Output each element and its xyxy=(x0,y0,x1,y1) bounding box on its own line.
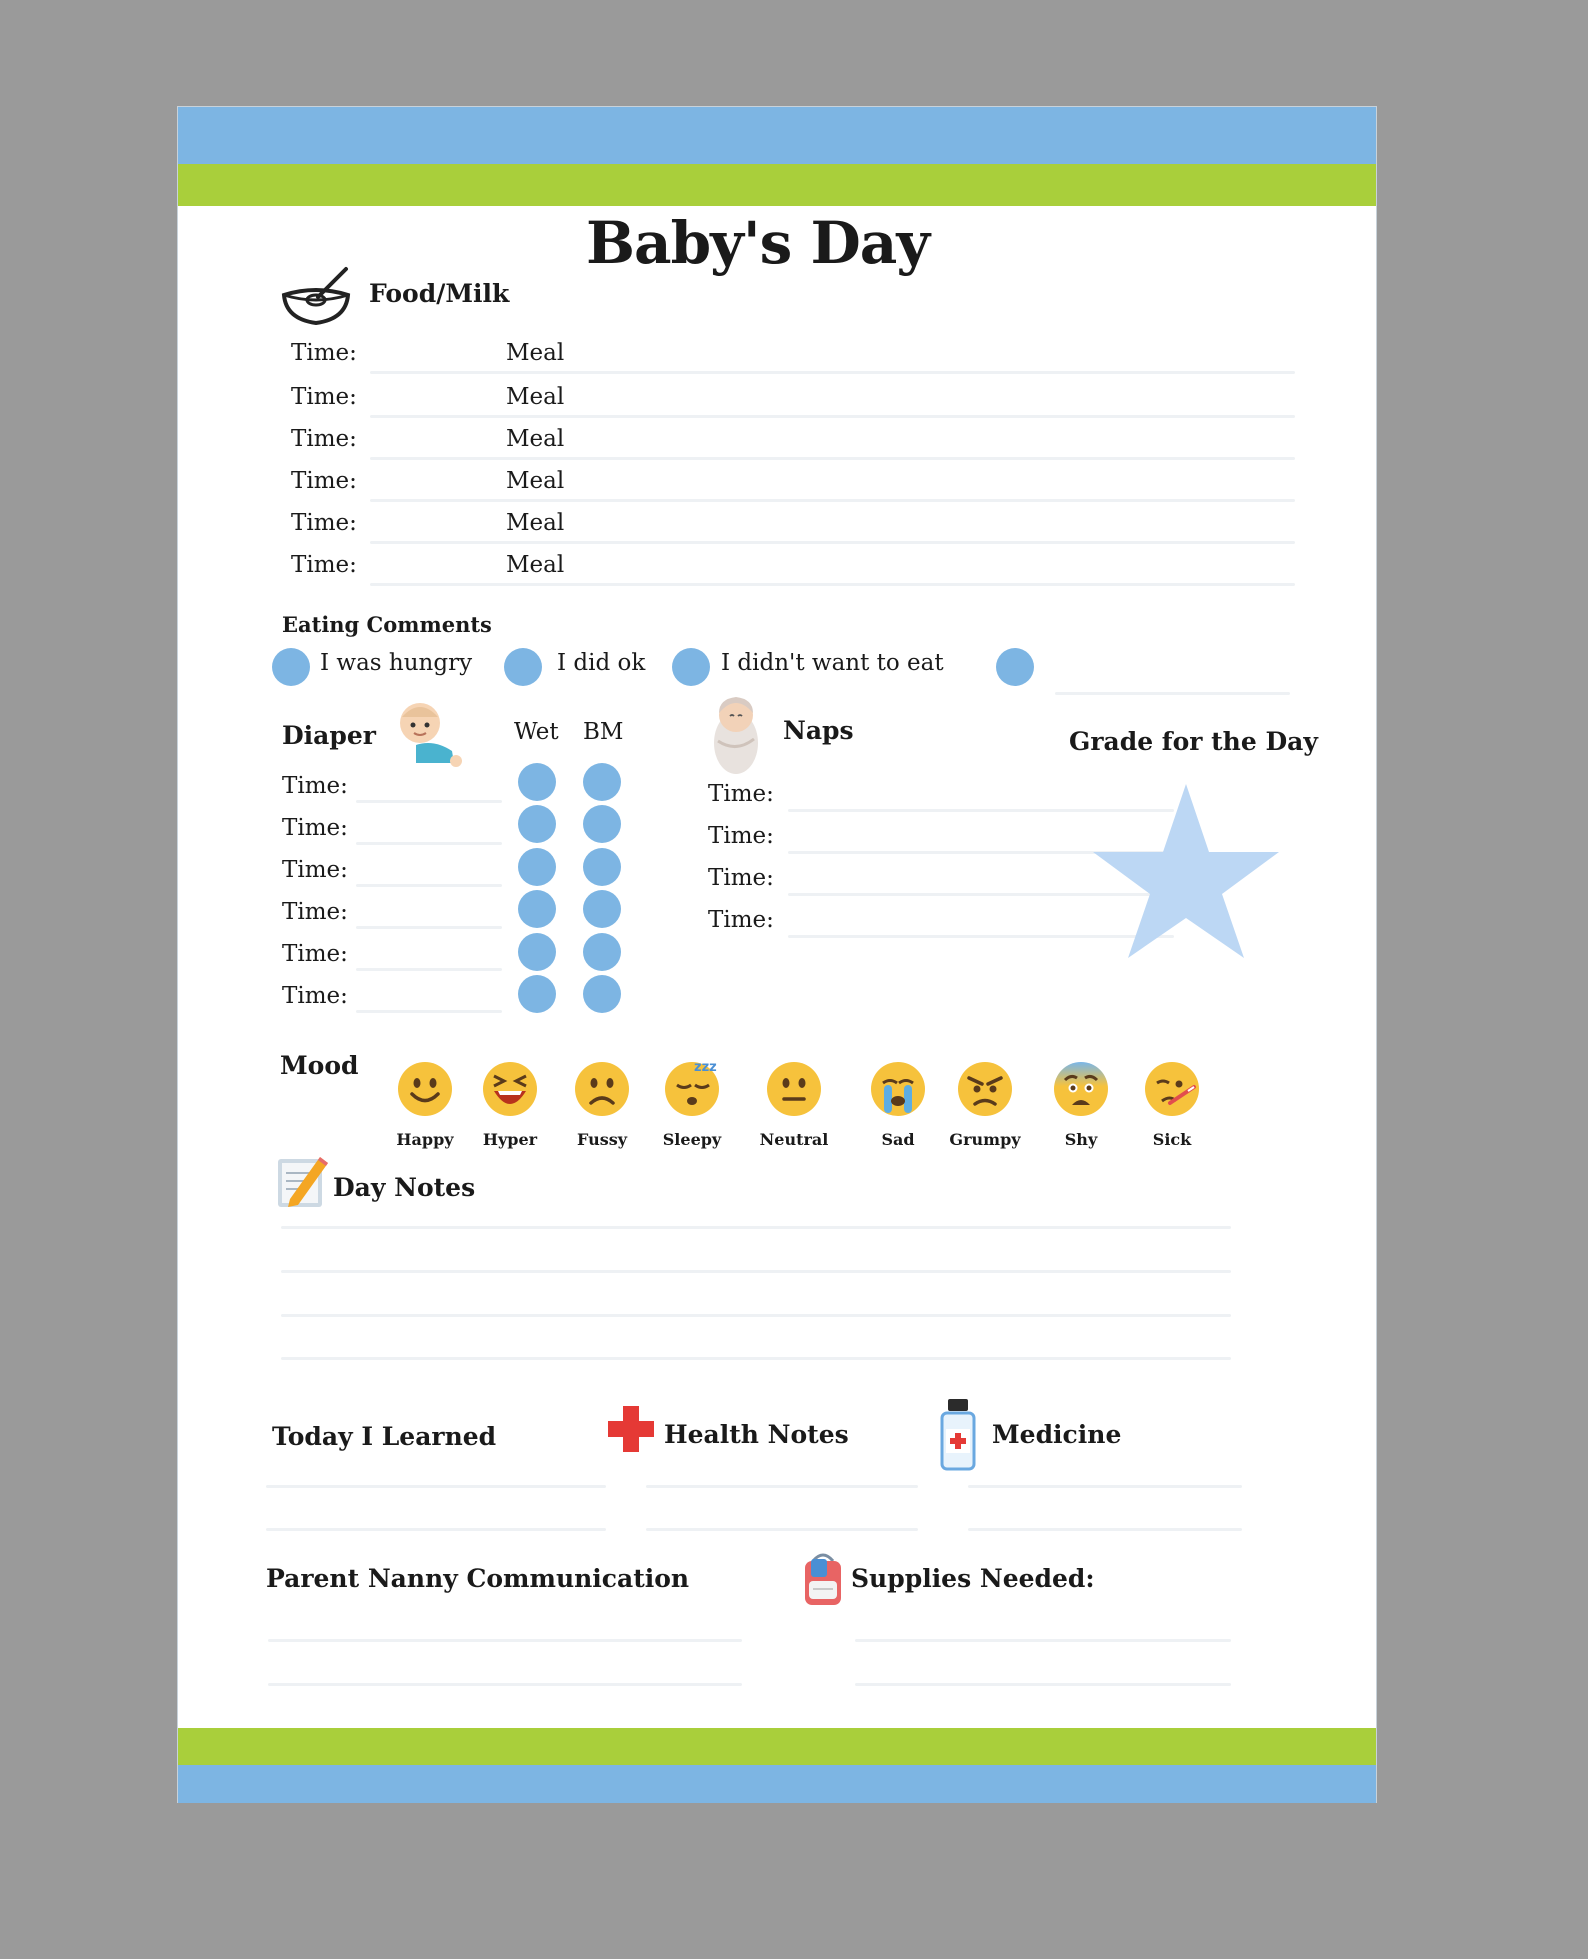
food-milk-heading: Food/Milk xyxy=(369,279,510,308)
shy-face-icon[interactable] xyxy=(1053,1061,1109,1117)
diaper-time-label: Time: xyxy=(282,815,348,841)
diaper-bag-icon xyxy=(801,1551,845,1607)
food-time-label: Time: xyxy=(291,426,357,452)
food-time-label: Time: xyxy=(291,384,357,410)
diaper-write-line[interactable] xyxy=(356,842,502,845)
bm-checkbox[interactable] xyxy=(583,848,621,886)
wet-checkbox[interactable] xyxy=(518,975,556,1013)
day-notes-heading: Day Notes xyxy=(333,1173,476,1202)
parent-nanny-heading: Parent Nanny Communication xyxy=(266,1564,690,1593)
parent-nanny-line[interactable] xyxy=(268,1683,742,1686)
food-write-line[interactable] xyxy=(370,583,1295,586)
baby-crawling-icon xyxy=(394,699,464,769)
diaper-write-line[interactable] xyxy=(356,800,502,803)
diaper-heading: Diaper xyxy=(282,721,376,750)
bm-checkbox[interactable] xyxy=(583,890,621,928)
mood-label-neutral: Neutral xyxy=(759,1130,829,1149)
eating-option-didnt-eat-checkbox[interactable] xyxy=(672,648,710,686)
today-learned-heading: Today I Learned xyxy=(272,1422,497,1451)
eating-option-ok-checkbox[interactable] xyxy=(504,648,542,686)
eating-other-write-line[interactable] xyxy=(1055,692,1290,695)
bottom-green-band xyxy=(178,1728,1376,1765)
food-write-line[interactable] xyxy=(370,457,1295,460)
medicine-line[interactable] xyxy=(968,1485,1242,1488)
sick-face-icon[interactable] xyxy=(1144,1061,1200,1117)
mood-label-grumpy: Grumpy xyxy=(949,1130,1021,1149)
parent-nanny-line[interactable] xyxy=(268,1639,742,1642)
mood-label-sick: Sick xyxy=(1152,1130,1192,1149)
wet-checkbox[interactable] xyxy=(518,763,556,801)
fussy-face-icon[interactable] xyxy=(574,1061,630,1117)
diaper-write-line[interactable] xyxy=(356,926,502,929)
food-meal-label: Meal xyxy=(506,552,565,578)
grumpy-face-icon[interactable] xyxy=(957,1061,1013,1117)
health-notes-heading: Health Notes xyxy=(664,1420,849,1449)
food-time-label: Time: xyxy=(291,340,357,366)
food-write-line[interactable] xyxy=(370,371,1295,374)
wet-checkbox[interactable] xyxy=(518,933,556,971)
nap-time-label: Time: xyxy=(708,907,774,933)
bm-checkbox[interactable] xyxy=(583,933,621,971)
eating-comments-heading: Eating Comments xyxy=(282,612,492,637)
food-meal-label: Meal xyxy=(506,384,565,410)
wet-column-header: Wet xyxy=(514,719,559,745)
mood-label-fussy: Fussy xyxy=(576,1130,628,1149)
health-notes-line[interactable] xyxy=(646,1485,918,1488)
food-write-line[interactable] xyxy=(370,499,1295,502)
top-green-band xyxy=(178,164,1376,206)
sad-face-icon[interactable] xyxy=(870,1061,926,1117)
wet-checkbox[interactable] xyxy=(518,805,556,843)
mood-heading: Mood xyxy=(280,1051,359,1080)
food-write-line[interactable] xyxy=(370,415,1295,418)
eating-option-other-checkbox[interactable] xyxy=(996,648,1034,686)
eating-option-label: I didn't want to eat xyxy=(721,650,944,676)
bm-checkbox[interactable] xyxy=(583,763,621,801)
day-notes-line[interactable] xyxy=(281,1314,1231,1317)
supplies-line[interactable] xyxy=(855,1683,1231,1686)
diaper-write-line[interactable] xyxy=(356,1010,502,1013)
bm-column-header: BM xyxy=(583,719,624,745)
mood-label-sad: Sad xyxy=(881,1130,915,1149)
diaper-time-label: Time: xyxy=(282,941,348,967)
today-learned-line[interactable] xyxy=(266,1485,606,1488)
bm-checkbox[interactable] xyxy=(583,805,621,843)
eating-option-label: I did ok xyxy=(557,650,646,676)
today-learned-line[interactable] xyxy=(266,1528,606,1531)
swaddled-baby-icon xyxy=(708,691,764,775)
food-write-line[interactable] xyxy=(370,541,1295,544)
health-notes-line[interactable] xyxy=(646,1528,918,1531)
notepad-pencil-icon xyxy=(276,1153,330,1209)
day-notes-line[interactable] xyxy=(281,1226,1231,1229)
eating-option-hungry-checkbox[interactable] xyxy=(272,648,310,686)
happy-face-icon[interactable] xyxy=(397,1061,453,1117)
top-blue-band xyxy=(178,107,1376,164)
daily-sheet-page xyxy=(177,106,1377,1803)
food-meal-label: Meal xyxy=(506,426,565,452)
supplies-heading: Supplies Needed: xyxy=(851,1564,1095,1593)
food-meal-label: Meal xyxy=(506,510,565,536)
food-meal-label: Meal xyxy=(506,468,565,494)
food-time-label: Time: xyxy=(291,552,357,578)
diaper-time-label: Time: xyxy=(282,857,348,883)
bottom-blue-band xyxy=(178,1765,1376,1803)
mood-label-shy: Shy xyxy=(1064,1130,1098,1149)
diaper-write-line[interactable] xyxy=(356,968,502,971)
mood-label-happy: Happy xyxy=(396,1130,454,1149)
bm-checkbox[interactable] xyxy=(583,975,621,1013)
wet-checkbox[interactable] xyxy=(518,848,556,886)
day-notes-line[interactable] xyxy=(281,1357,1231,1360)
star-icon[interactable] xyxy=(1091,780,1281,960)
diaper-time-label: Time: xyxy=(282,899,348,925)
medicine-line[interactable] xyxy=(968,1528,1242,1531)
diaper-write-line[interactable] xyxy=(356,884,502,887)
nap-time-label: Time: xyxy=(708,823,774,849)
day-notes-line[interactable] xyxy=(281,1270,1231,1273)
food-time-label: Time: xyxy=(291,468,357,494)
naps-heading: Naps xyxy=(783,716,854,745)
neutral-face-icon[interactable] xyxy=(766,1061,822,1117)
food-time-label: Time: xyxy=(291,510,357,536)
mood-label-hyper: Hyper xyxy=(482,1130,538,1149)
supplies-line[interactable] xyxy=(855,1639,1231,1642)
sleepy-face-icon[interactable] xyxy=(664,1061,720,1117)
medicine-bottle-icon xyxy=(938,1399,978,1471)
hyper-face-icon[interactable] xyxy=(482,1061,538,1117)
wet-checkbox[interactable] xyxy=(518,890,556,928)
medicine-heading: Medicine xyxy=(992,1420,1122,1449)
grade-heading: Grade for the Day xyxy=(1069,727,1318,756)
diaper-time-label: Time: xyxy=(282,773,348,799)
nap-time-label: Time: xyxy=(708,781,774,807)
eating-option-label: I was hungry xyxy=(320,650,473,676)
bowl-icon xyxy=(280,267,352,329)
page-title: Baby's Day xyxy=(586,209,930,277)
mood-label-sleepy: Sleepy xyxy=(662,1130,722,1149)
svg-text:zzz: zzz xyxy=(694,1060,717,1075)
nap-time-label: Time: xyxy=(708,865,774,891)
diaper-time-label: Time: xyxy=(282,983,348,1009)
red-cross-icon xyxy=(606,1404,656,1454)
food-meal-label: Meal xyxy=(506,340,565,366)
